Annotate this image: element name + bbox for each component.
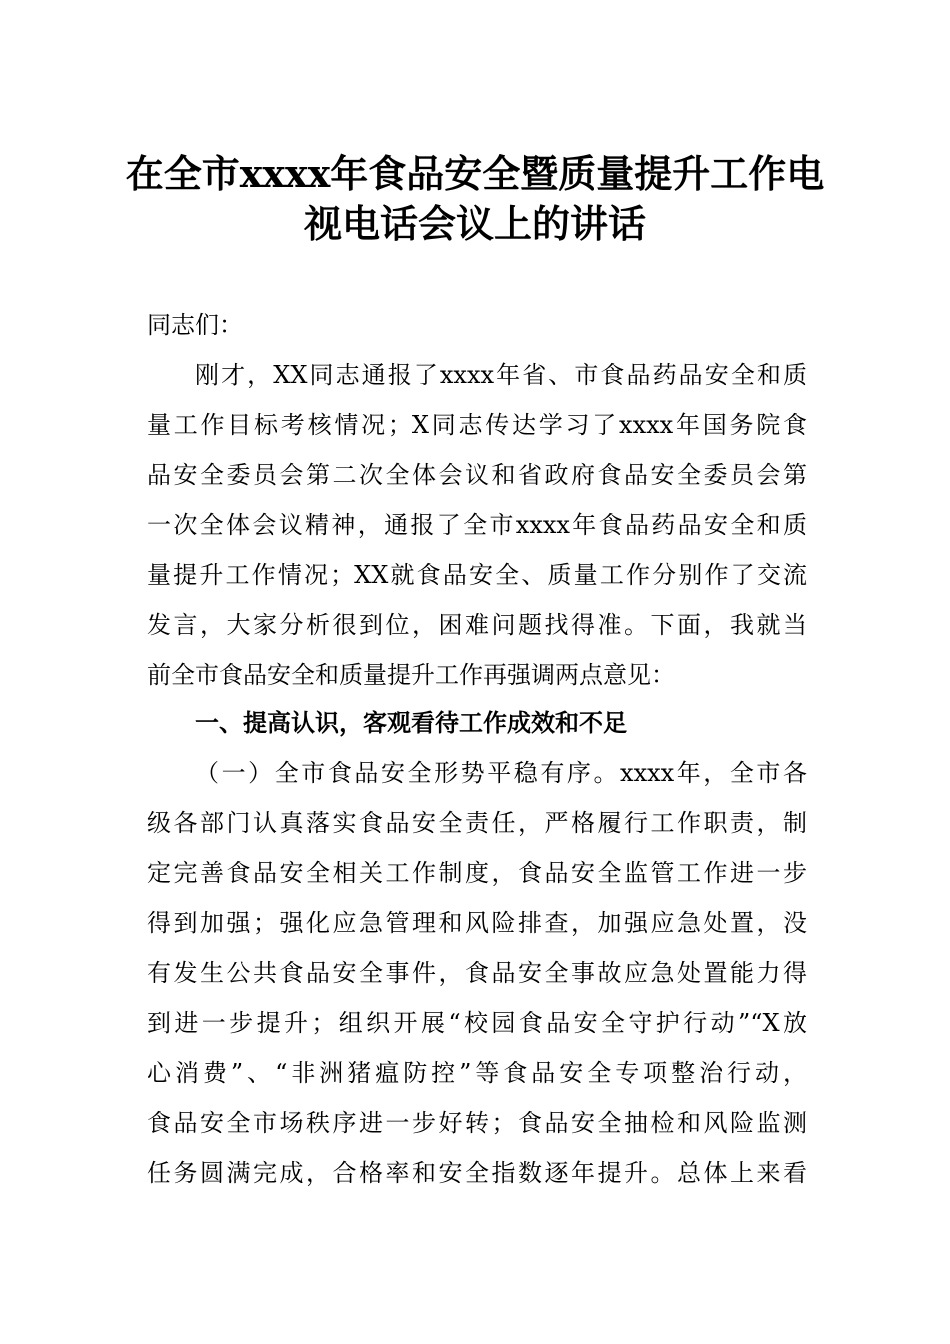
document-title-line-2: 视电话会议上的讲话	[303, 201, 646, 246]
paragraph-1-line-2: 量工作目标考核情况；X同志传达学习了xxxx年国务院食	[147, 411, 807, 439]
paragraph-1-line-3: 品安全委员会第二次全体会议和省政府食品安全委员会第	[147, 461, 807, 489]
paragraph-2-line-3: 定完善食品安全相关工作制度，食品安全监管工作进一步	[147, 859, 807, 887]
paragraph-1-line-1: 刚才，XX同志通报了xxxx年省、市食品药品安全和质	[195, 361, 807, 389]
paragraph-1-line-5: 量提升工作情况；XX就食品安全、质量工作分别作了交流	[147, 561, 807, 589]
document-title-line-1: 在全市xxxx年食品安全暨质量提升工作电	[125, 151, 825, 196]
paragraph-2-line-9: 任务圆满完成，合格率和安全指数逐年提升。总体上来看	[147, 1159, 807, 1187]
paragraph-2-line-5: 有发生公共食品安全事件，食品安全事故应急处置能力得	[147, 959, 807, 987]
paragraph-2-line-1: （一）全市食品安全形势平稳有序。xxxx年，全市各	[195, 759, 807, 787]
paragraph-2-line-8: 食品安全市场秩序进一步好转；食品安全抽检和风险监测	[147, 1109, 807, 1137]
paragraph-2-line-6: 到进一步提升；组织开展“校园食品安全守护行动”“X放	[147, 1009, 807, 1037]
paragraph-1-line-7: 前全市食品安全和质量提升工作再强调两点意见：	[147, 661, 675, 689]
paragraph-1-line-6: 发言，大家分析很到位，困难问题找得准。下面，我就当	[147, 611, 807, 639]
paragraph-2-line-7: 心消费”、“非洲猪瘟防控”等食品安全专项整治行动，	[147, 1059, 807, 1087]
section-1-heading: 一、提高认识，客观看待工作成效和不足	[195, 709, 627, 737]
paragraph-1-line-4: 一次全体会议精神，通报了全市xxxx年食品药品安全和质	[147, 511, 807, 539]
salutation: 同志们：	[147, 311, 243, 339]
paragraph-2-line-4: 得到加强；强化应急管理和风险排查，加强应急处置，没	[147, 909, 807, 937]
paragraph-2-line-2: 级各部门认真落实食品安全责任，严格履行工作职责，制	[147, 809, 807, 837]
